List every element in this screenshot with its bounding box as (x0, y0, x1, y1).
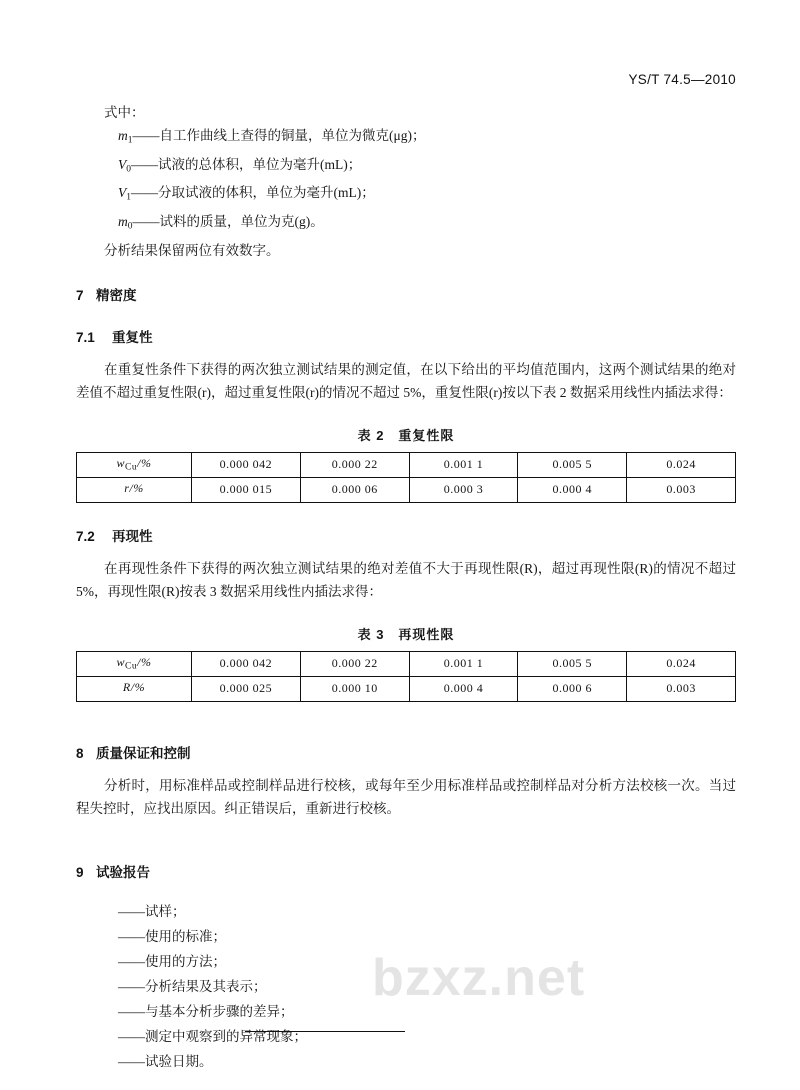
row-symbol: r (124, 481, 130, 496)
table2-caption: 表 2 重复性限 (357, 427, 455, 443)
legend-subscript: 1 (127, 135, 133, 146)
paragraph-7-2: 在再现性条件下获得的两次独立测试结果的绝对差值不大于再现性限(R)，超过再现性限(R)的情况不超过 5%，再现性限(R)按表 3 数据采用线性内插法求得： (76, 560, 736, 600)
table-cell: 0.000 025 (192, 676, 301, 701)
legend-text: ——试液的总体积，单位为毫升(mL)； (131, 156, 362, 172)
section-title: 再现性 (112, 528, 153, 544)
legend-item (76, 124, 736, 153)
table-cell: 0.000 042 (192, 651, 301, 676)
section-number: 9 (76, 864, 84, 880)
table-row-header (77, 676, 192, 701)
section-number: 8 (76, 745, 84, 761)
legend-item (76, 181, 736, 210)
section-title: 试验报告 (96, 864, 150, 880)
formula-legend-intro: 式中： (104, 105, 145, 120)
section-heading-7-1 (76, 326, 736, 346)
page-content (76, 72, 736, 1069)
row-symbol: R (122, 680, 131, 695)
legend-text: ——试料的质量，单位为克(g)。 (132, 213, 324, 229)
list-item: ——试验日期。 (118, 1053, 213, 1069)
section-heading-9 (76, 861, 736, 881)
legend-text: ——自工作曲线上查得的铜量，单位为微克(μg)； (132, 128, 426, 143)
table-cell: 0.000 22 (300, 651, 409, 676)
paragraph-7-1: 在重复性条件下获得的两次独立测试结果的测定值，在以下给出的平均值范围内，这两个测试结果的绝对差值不超过重复性限(r)，超过重复性限(r)的情况不超过 5%，重复性限(r)按以下表 2 数据采用线性内插法求得： (76, 361, 736, 401)
section-title: 质量保证和控制 (96, 745, 191, 761)
table-cell: 0.000 4 (518, 477, 627, 502)
page-header-code: YS/T 74.5—2010 (628, 72, 736, 87)
table-cell: 0.000 06 (300, 477, 409, 502)
table-row-header (77, 477, 192, 502)
table-row (77, 452, 736, 477)
section-heading-8 (76, 742, 736, 762)
legend-symbol: V (118, 156, 127, 172)
row-unit: /% (137, 456, 152, 471)
legend-symbol: m (118, 213, 128, 229)
table-repeatability-limit (76, 452, 736, 503)
table-cell: 0.000 042 (192, 452, 301, 477)
table-cell: 0.000 6 (518, 676, 627, 701)
table-cell: 0.000 10 (300, 676, 409, 701)
table-cell: 0.001 1 (409, 651, 518, 676)
row-subscript: Cu (125, 661, 138, 672)
row-symbol: w (116, 655, 126, 670)
table-cell: 0.005 5 (518, 452, 627, 477)
table-reproducibility-limit (76, 651, 736, 702)
list-item: ——分析结果及其表示； (118, 978, 267, 994)
table-row-header (77, 452, 192, 477)
watermark-text: bzxz.net (372, 949, 586, 1007)
table-cell: 0.001 1 (409, 452, 518, 477)
section-title: 精密度 (96, 287, 137, 303)
section-number: 7 (76, 287, 84, 303)
footer-divider (245, 1031, 405, 1032)
row-unit: /% (137, 655, 152, 670)
section-heading-7-2 (76, 525, 736, 545)
table-cell: 0.000 015 (192, 477, 301, 502)
table-cell: 0.024 (627, 452, 736, 477)
legend-subscript: 0 (127, 221, 133, 232)
table-cell: 0.024 (627, 651, 736, 676)
table-cell: 0.005 5 (518, 651, 627, 676)
list-item: ——测定中观察到的异常现象； (118, 1028, 307, 1044)
legend-symbol: m (118, 128, 128, 143)
legend-item (76, 210, 736, 239)
section-title: 重复性 (112, 329, 153, 345)
formula-legend-note: 分析结果保留两位有效数字。 (104, 242, 280, 258)
table-cell: 0.003 (627, 676, 736, 701)
table3-caption: 表 3 再现性限 (357, 626, 455, 642)
table-row (77, 651, 736, 676)
table-row-header (77, 651, 192, 676)
paragraph-8: 分析时，用标准样品或控制样品进行校核，或每年至少用标准样品或控制样品对分析方法校核一次。当过程失控时，应找出原因。纠正错误后，重新进行校核。 (76, 777, 736, 817)
section-number: 7.2 (76, 528, 95, 544)
table-cell: 0.000 4 (409, 676, 518, 701)
table-row (77, 477, 736, 502)
list-item: ——试样； (118, 903, 186, 919)
legend-subscript: 0 (126, 164, 131, 175)
list-item: ——与基本分析步骤的差异； (118, 1003, 294, 1019)
table-cell: 0.000 22 (300, 452, 409, 477)
table-cell: 0.003 (627, 477, 736, 502)
row-unit: /% (130, 680, 146, 695)
legend-symbol: V (118, 185, 127, 201)
legend-subscript: 1 (126, 192, 131, 203)
row-unit: /% (129, 481, 144, 496)
legend-item (76, 153, 736, 182)
table-cell: 0.000 3 (409, 477, 518, 502)
list-item: ——使用的方法； (118, 953, 226, 969)
list-item: ——使用的标准； (118, 928, 226, 944)
section-number: 7.1 (76, 329, 95, 345)
section-heading-7 (76, 284, 736, 304)
row-subscript: Cu (125, 462, 138, 473)
table-row (77, 676, 736, 701)
legend-text: ——分取试液的体积，单位为毫升(mL)； (131, 185, 375, 201)
row-symbol: w (116, 456, 126, 471)
